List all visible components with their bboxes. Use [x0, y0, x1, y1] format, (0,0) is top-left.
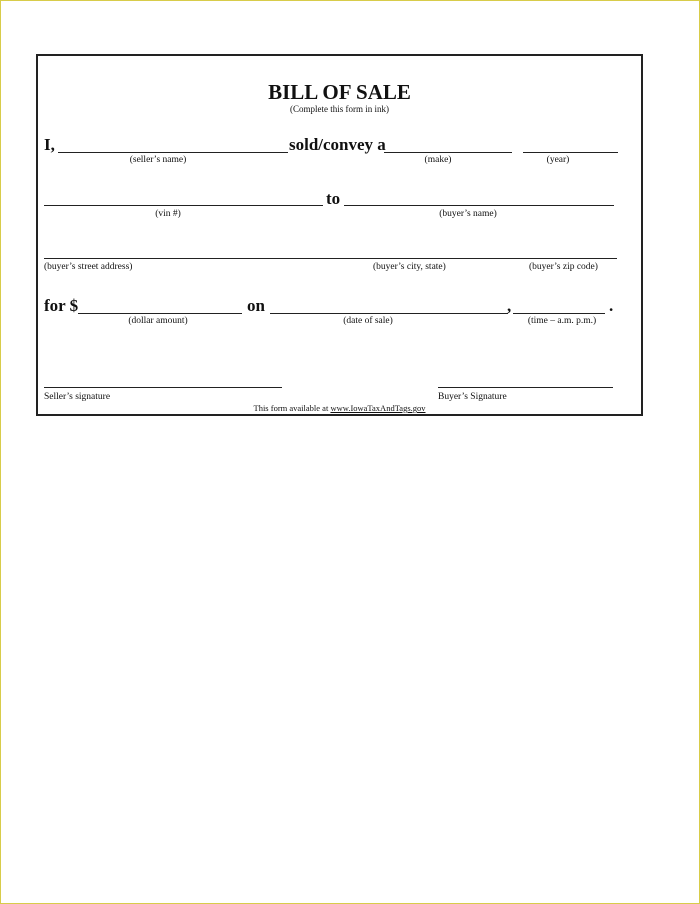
year-line[interactable] [523, 152, 618, 153]
buyer-name-caption: (buyer’s name) [439, 209, 497, 219]
seller-name-caption: (seller’s name) [129, 155, 187, 165]
for-dollar-text: for $ [44, 296, 79, 315]
footer-website-link[interactable]: www.IowaTaxAndTags.gov [330, 403, 426, 413]
time-caption: (time – a.m. p.m.) [527, 316, 597, 326]
buyer-signature-line[interactable] [438, 387, 613, 388]
date-of-sale-caption: (date of sale) [343, 316, 393, 326]
buyer-name-line[interactable] [344, 205, 614, 206]
footer-prefix: This form available at [253, 403, 331, 413]
city-state-caption: (buyer’s city, state) [373, 262, 446, 272]
seller-signature-label: Seller’s signature [44, 392, 111, 402]
form-title: BILL OF SALE [268, 80, 411, 104]
vin-line[interactable] [44, 205, 323, 206]
vin-caption: (vin #) [155, 209, 181, 219]
sold-convey-text: sold/convey a [289, 135, 386, 154]
form-footer [38, 403, 641, 413]
time-line[interactable] [513, 313, 605, 314]
bill-of-sale-form [36, 54, 643, 416]
make-caption: (make) [424, 155, 452, 165]
zip-code-caption: (buyer’s zip code) [529, 262, 598, 272]
year-caption: (year) [546, 155, 570, 165]
seller-name-line[interactable] [58, 152, 288, 153]
period-text: . [609, 296, 614, 315]
date-of-sale-line[interactable] [270, 313, 508, 314]
seller-signature-line[interactable] [44, 387, 282, 388]
make-line[interactable] [384, 152, 512, 153]
seller-prefix: I, [44, 135, 55, 154]
to-text: to [326, 189, 341, 208]
buyer-address-line[interactable] [44, 258, 617, 259]
dollar-amount-caption: (dollar amount) [128, 316, 188, 326]
comma-text: , [507, 296, 512, 315]
street-address-caption: (buyer’s street address) [44, 262, 133, 272]
buyer-signature-label: Buyer’s Signature [438, 392, 507, 402]
on-text: on [247, 296, 265, 315]
form-subtitle: (Complete this form in ink) [290, 104, 389, 114]
dollar-amount-line[interactable] [78, 313, 242, 314]
